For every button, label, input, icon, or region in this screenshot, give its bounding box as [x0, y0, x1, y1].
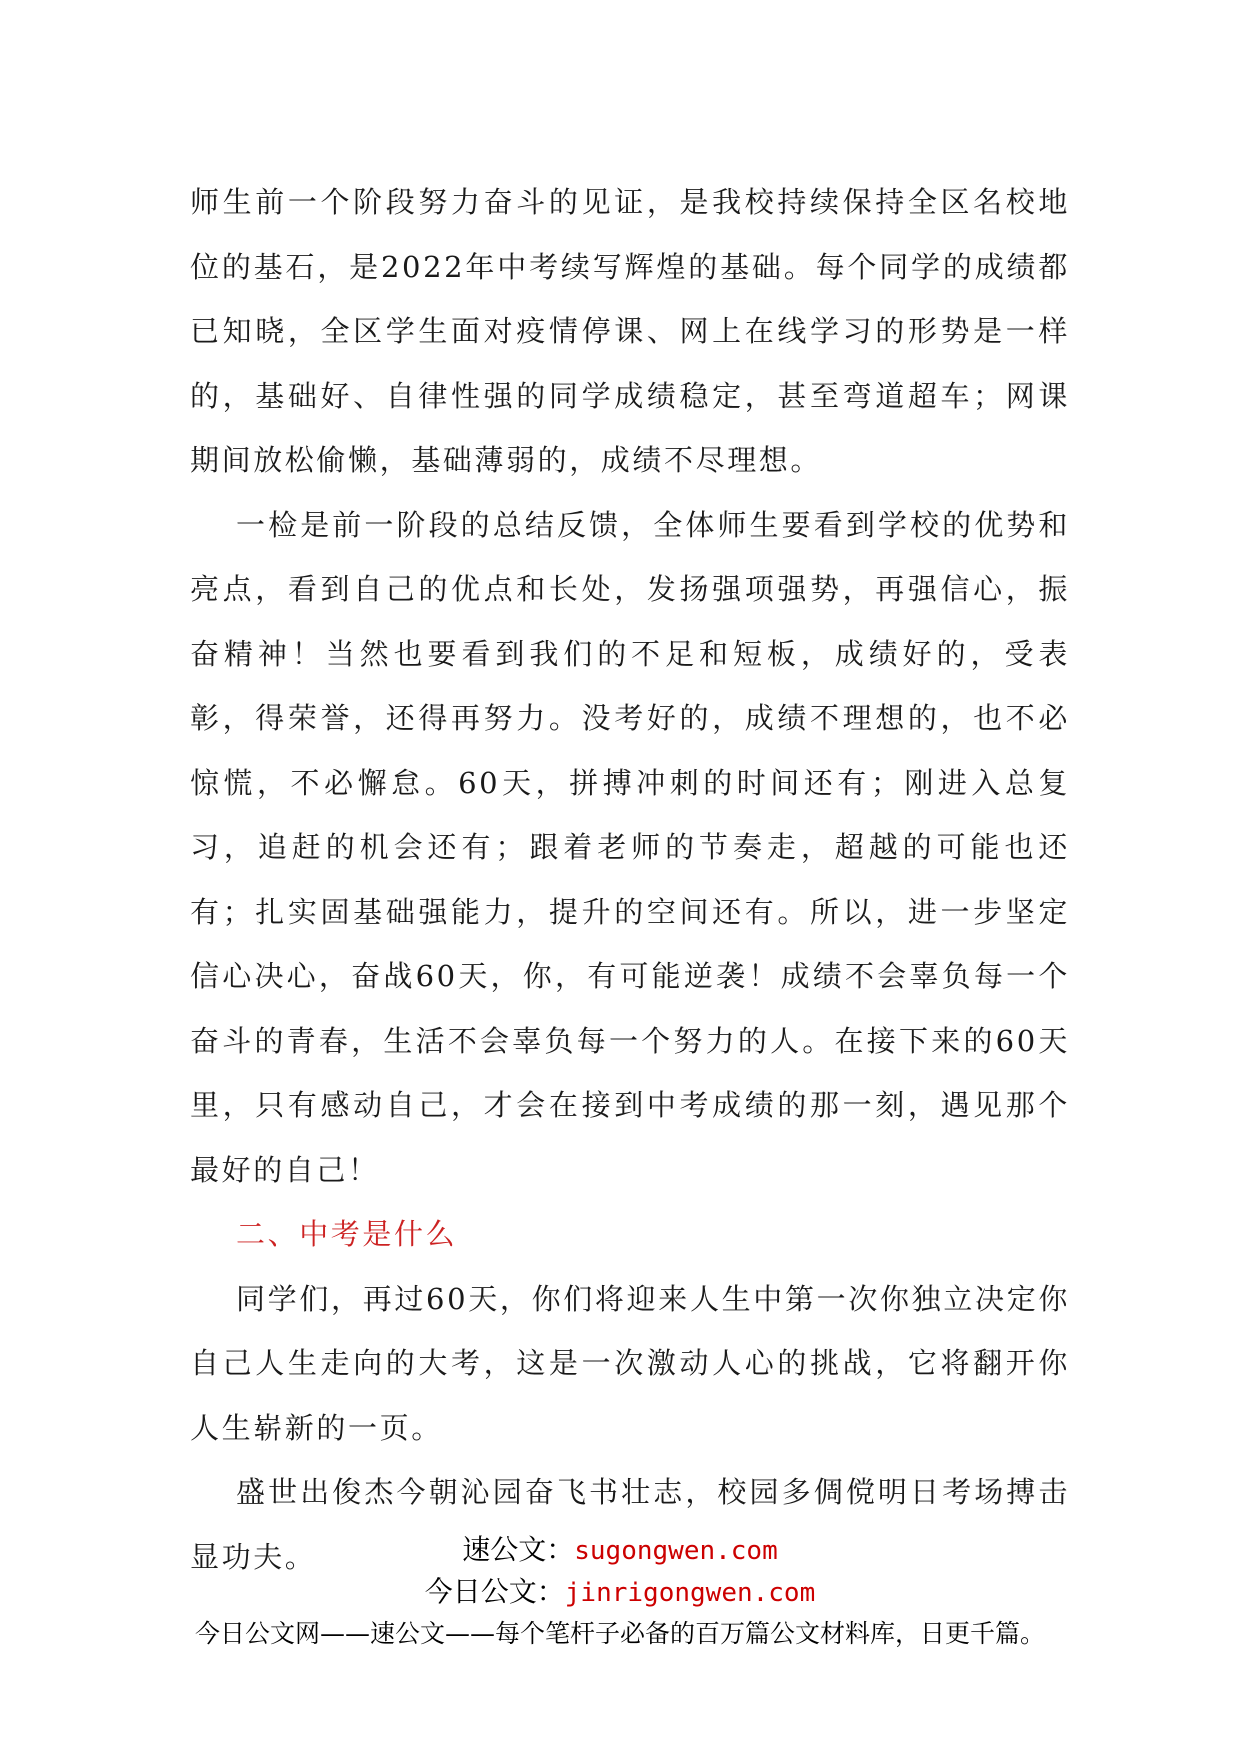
document-body	[190, 170, 1070, 1589]
footer-label-1: 速公文：	[462, 1533, 575, 1566]
section-heading: 二、中考是什么	[236, 1217, 458, 1251]
paragraph-4: 盛世出俊杰今朝沁园奋飞书壮志，校园多倜傥明日考场搏击显功夫。	[190, 1475, 1070, 1574]
footer-link-1[interactable]: sugongwen.com	[574, 1536, 778, 1566]
footer-link-2[interactable]: jinrigongwen.com	[564, 1578, 816, 1608]
paragraph-2: 一检是前一阶段的总结反馈，全体师生要看到学校的优势和亮点，看到自己的优点和长处，发扬强项强势，再强信心，振奋精神！当然也要看到我们的不足和短板，成绩好的，受表彰，得荣誉，还得再努力。没考好的，成绩不理想的，也不必惊慌，不必懈怠。60天，拼搏冲刺的时间还有；刚进入总复习，追赶的机会还有；跟着老师的节奏走，超越的可能也还有；扎实固基础强能力，提升的空间还有。所以，进一步坚定信心决心，奋战60天，你，有可能逆袭！成绩不会辜负每一个奋斗的青春，生活不会辜负每一个努力的人。在接下来的60天里，只有感动自己，才会在接到中考成绩的那一刻，遇见那个最好的自己！	[190, 507, 1070, 1187]
footer-slogan: 今日公文网——速公文——每个笔杆子必备的百万篇公文材料库，日更千篇。	[194, 1619, 1045, 1648]
footer-label-2: 今日公文：	[424, 1575, 565, 1608]
paragraph-1: 师生前一个阶段努力奋斗的见证，是我校持续保持全区名校地位的基石，是2022年中考续写辉煌的基础。每个同学的成绩都已知晓，全区学生面对疫情停课、网上在线学习的形势是一样的，基础好、自律性强的同学成绩稳定，甚至弯道超车；网课期间放松偷懒，基础薄弱的，成绩不尽理想。	[190, 185, 1070, 477]
footer-line-2	[0, 1570, 1240, 1610]
footer-line-1	[0, 1528, 1240, 1568]
paragraph-3: 同学们，再过60天，你们将迎来人生中第一次你独立决定你自己人生走向的大考，这是一次激动人心的挑战，它将翻开你人生崭新的一页。	[190, 1281, 1070, 1445]
